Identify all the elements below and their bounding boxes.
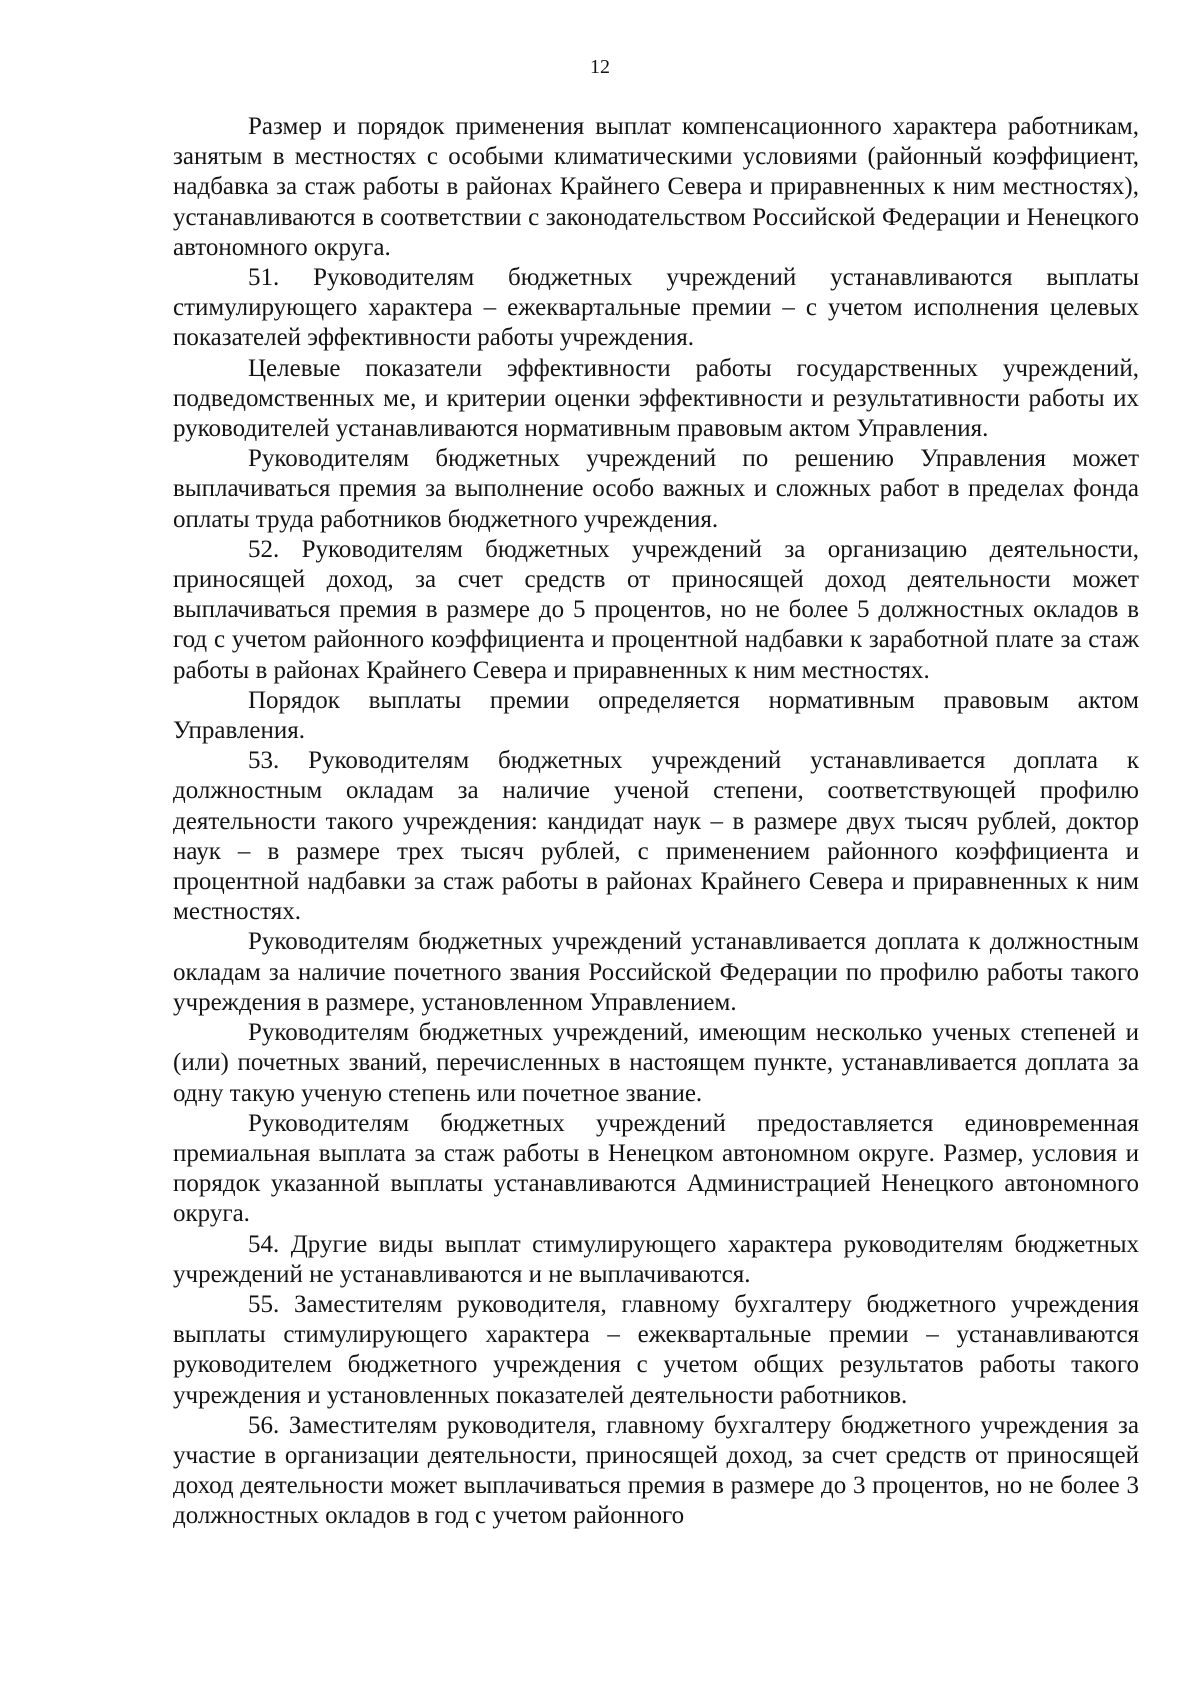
paragraph-56: 56. Заместителям руководителя, главному бухгалтеру бюджетного учреждения за участие в организации деятельности, приносящей доход, за счет средств от приносящей доход деятельности может выплачиваться премия в размере до 3 процентов, но не более 3 должностных окладов в год с учетом районного — [173, 1411, 1139, 1530]
paragraph-52-bonus-procedure: Порядок выплаты премии определяется нормативным правовым актом Управления. — [173, 686, 1139, 745]
page-number: 12 — [590, 56, 610, 78]
paragraph-51-bonus-important-work: Руководителям бюджетных учреждений по решению Управления может выплачиваться премия за выполнение особо важных и сложных работ в пределах фонда оплаты труда работников бюджетного учреждения. — [173, 445, 1139, 533]
paragraph-51: 51. Руководителям бюджетных учреждений устанавливаются выплаты стимулирующего характера – ежеквартальные премии – с учетом исполнения целевых показателей эффективности работы учреждения. — [173, 264, 1139, 352]
paragraph-54: 54. Другие виды выплат стимулирующего характера руководителям бюджетных учреждений не устанавливаются и не выплачиваются. — [173, 1230, 1139, 1288]
document-body — [173, 112, 1139, 1532]
paragraph-53-one-time-payment: Руководителям бюджетных учреждений предоставляется единовременная премиальная выплата за стаж работы в Ненецком автономном округе. Размер, условия и порядок указанной выплаты устанавливаются Администрацией Ненецкого автономного округа. — [173, 1109, 1139, 1228]
paragraph-53-multiple-degrees: Руководителям бюджетных учреждений, имеющим несколько ученых степеней и (или) почетных званий, перечисленных в настоящем пункте, устанавливается доплата за одну такую ученую степень или почетное звание. — [173, 1019, 1139, 1107]
paragraph-53-honorary-title: Руководителям бюджетных учреждений устанавливается доплата к должностным окладам за наличие почетного звания Российской Федерации по профилю работы такого учреждения в размере, установленном Управлением. — [173, 928, 1139, 1016]
paragraph-53: 53. Руководителям бюджетных учреждений устанавливается доплата к должностным окладам за наличие ученой степени, соответствующей профилю деятельности такого учреждения: кандидат наук – в размере двух тысяч рублей, доктор наук – в размере трех тысяч рублей, с применением районного коэффициента и процентной надбавки за стаж работы в районах Крайнего Севера и приравненных к ним местностях. — [173, 747, 1139, 926]
paragraph-55: 55. Заместителям руководителя, главному бухгалтеру бюджетного учреждения выплаты стимулирующего характера – ежеквартальные премии – устанавливаются руководителем бюджетного учреждения с учетом общих результатов работы такого учреждения и установленных показателей деятельности работников. — [173, 1290, 1139, 1409]
paragraph-52: 52. Руководителям бюджетных учреждений за организацию деятельности, приносящей доход, за счет средств от приносящей доход деятельности может выплачиваться премия в размере до 5 процентов, но не более 5 должностных окладов в год с учетом районного коэффициента и процентной надбавки к заработной плате за стаж работы в районах Крайнего Севера и приравненных к ним местностях. — [173, 535, 1139, 684]
paragraph-compensation-payments: Размер и порядок применения выплат компенсационного характера работникам, занятым в местностях с особыми климатическими условиями (районный коэффициент, надбавка за стаж работы в районах Крайнего Севера и приравненных к ним местностях), устанавливаются в соответствии с законодательством Российской Федерации и Ненецкого автономного округа. — [173, 113, 1139, 261]
paragraph-51-target-indicators: Целевые показатели эффективности работы государственных учреждений, подведомственных ме, и критерии оценки эффективности и результативности работы их руководителей устанавливаются нормативным правовым актом Управления. — [173, 354, 1139, 443]
